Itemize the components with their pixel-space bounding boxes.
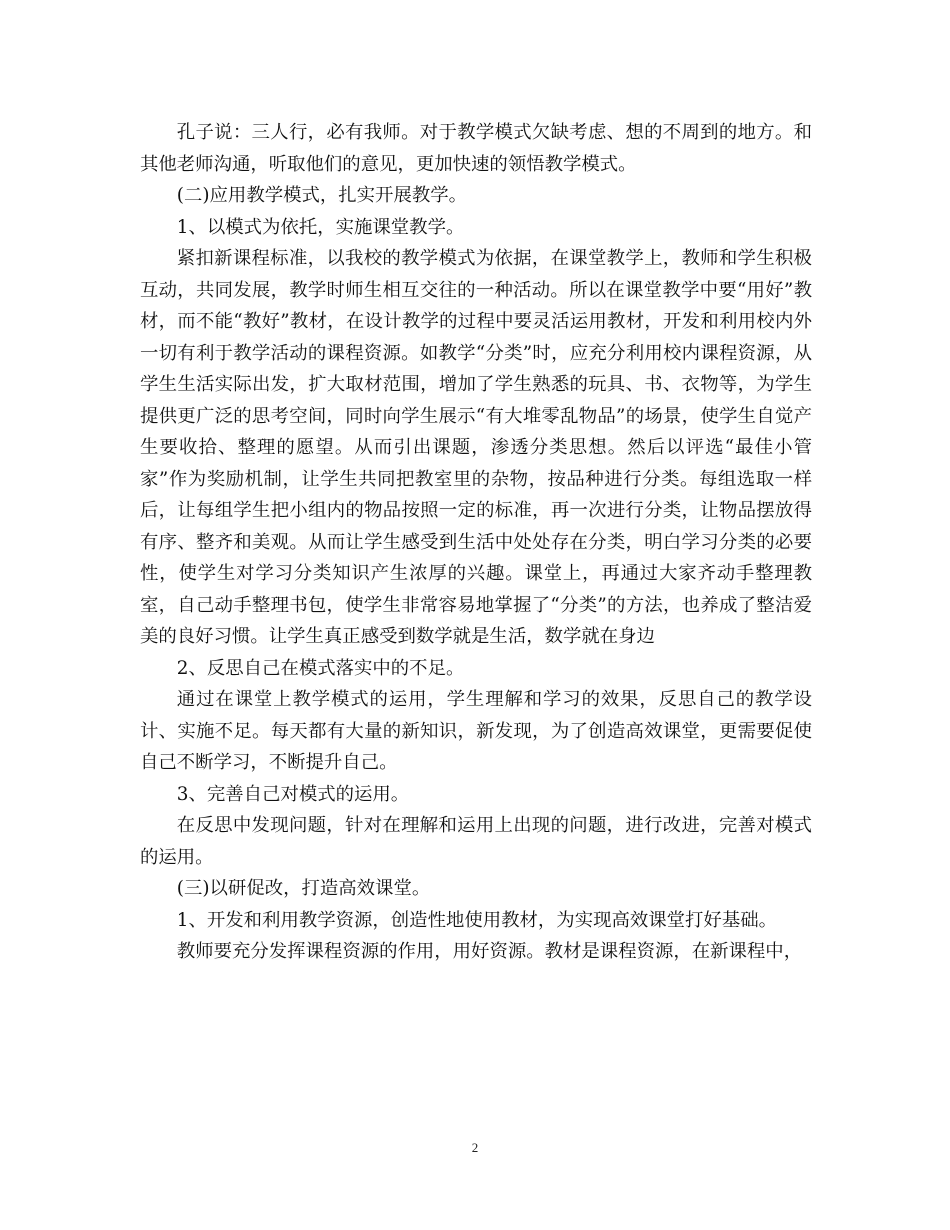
paragraph-5: 教师要充分发挥课程资源的作用，用好资源。教材是课程资源，在新课程中， xyxy=(176,941,803,962)
subheading-1: 1、以模式为依托，实施课堂教学。 xyxy=(176,216,465,238)
paragraph-3: 通过在课堂上教学模式的运用，学生理解和学习的效果，反思自己的教学设计、实施不足。每天都有大量的新知识，新发现，为了创造高效课堂，更需要促使自己不断学习，不断提升自己。 xyxy=(140,689,812,773)
document-body xyxy=(140,117,812,968)
paragraph-4: 在反思中发现问题，针对在理解和运用上出现的问题，进行改进，完善对模式的运用。 xyxy=(140,815,812,868)
page-number: 2 xyxy=(471,1140,479,1155)
subheading-3: 3、完善自己对模式的运用。 xyxy=(176,783,410,805)
paragraph-1: 孔子说：三人行，必有我师。对于教学模式欠缺考虑、想的不周到的地方。和其他老师沟通，听取他们的意见，更加快速的领悟教学模式。 xyxy=(140,122,812,175)
section-heading-2: (二)应用教学模式，扎实开展教学。 xyxy=(176,185,468,206)
subheading-4: 1、开发和利用教学资源，创造性地使用教材，为实现高效课堂打好基础。 xyxy=(176,909,777,931)
subheading-2: 2、反思自己在模式落实中的不足。 xyxy=(176,657,465,679)
section-heading-3: (三)以研促改，打造高效课堂。 xyxy=(176,878,431,899)
paragraph-2: 紧扣新课程标准，以我校的教学模式为依据，在课堂教学上，教师和学生积极互动，共同发展，教学时师生相互交往的一种活动。所以在课堂教学中要“用好”教材，而不能“教好”教材，在设计教学的过程中要灵活运用教材，开发和利用校内外一切有利于教学活动的课程资源。如教学“分类”时，应充分利用校内课程资源，从学生生活实际出发，扩大取材范围，增加了学生熟悉的玩具、书、衣物等，为学生提供更广泛的思考空间，同时向学生展示“有大堆零乱物品”的场景，使学生自觉产生要收拾、整理的愿望。从而引出课题，渗透分类思想。然后以评选“最佳小管家”作为奖励机制，让学生共同把教室里的杂物，按品种进行分类。每组选取一样后，让每组学生把小组内的物品按照一定的标准，再一次进行分类，让物品摆放得有序、整齐和美观。从而让学生感受到生活中处处存在分类，明白学习分类的必要性，使学生对学习分类知识产生浓厚的兴趣。课堂上，再通过大家齐动手整理教室，自己动手整理书包，使学生非常容易地掌握了“分类”的方法，也养成了整洁爱美的良好习惯。让学生真正感受到数学就是生活，数学就在身边 xyxy=(140,248,812,647)
